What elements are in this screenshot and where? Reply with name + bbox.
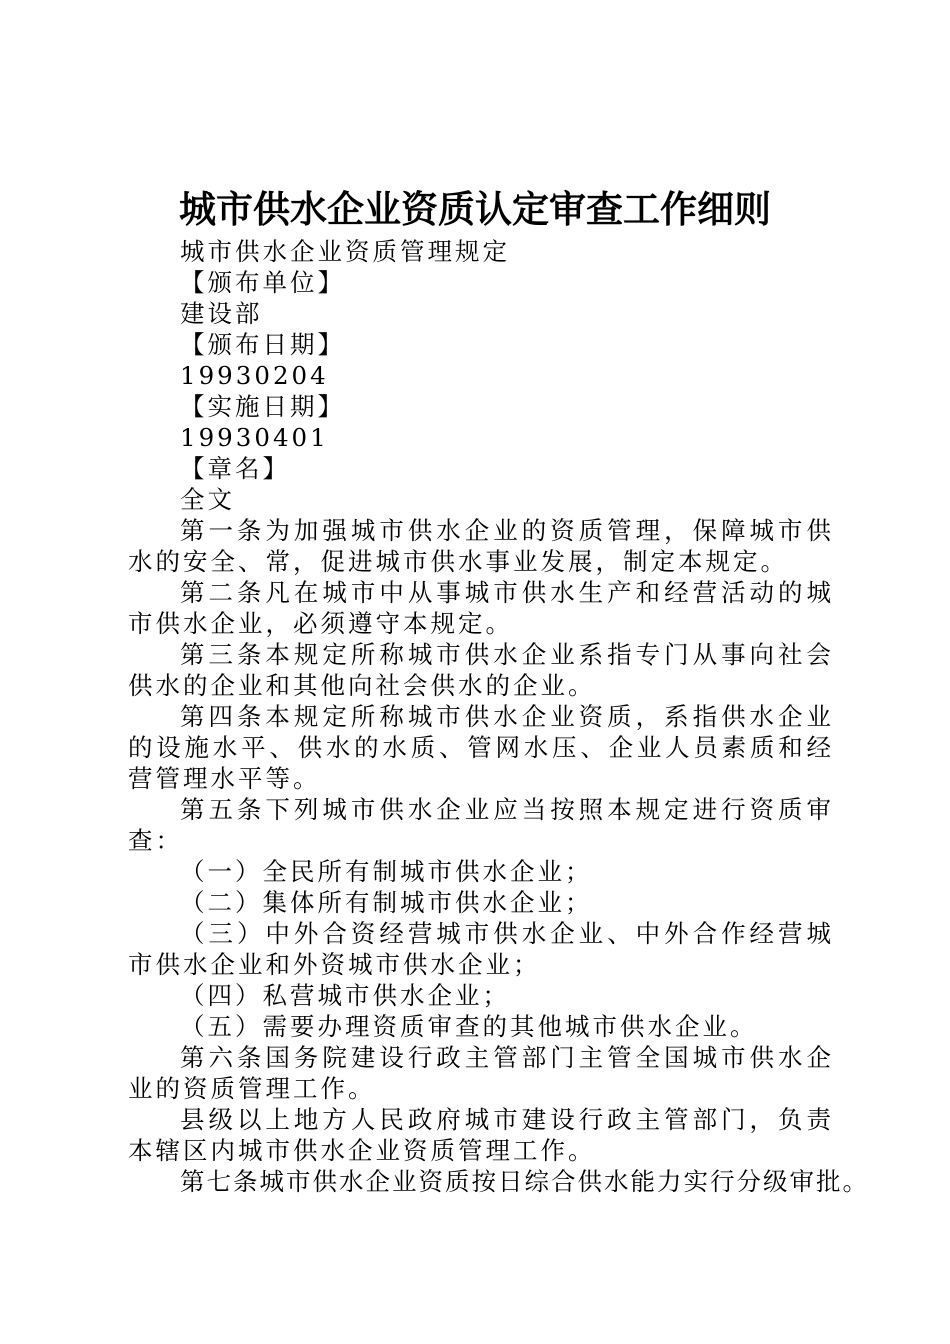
effective-date-value: 19930401: [180, 423, 329, 452]
article-3: 第三条本规定所称城市供水企业系指专门从事向社会供水的企业和其他向社会供水的企业。: [128, 640, 834, 700]
issue-date-label: 【颁布日期】: [180, 330, 345, 359]
article-6: 第六条国务院建设行政主管部门主管全国城市供水企业的资质管理工作。: [128, 1043, 834, 1103]
article-5-item-4: （四）私营城市供水企业；: [180, 981, 510, 1010]
article-5-item-3: （三）中外合资经营城市供水企业、中外合作经营城市供水企业和外资城市供水企业；: [128, 919, 834, 979]
document-body: [128, 236, 869, 1197]
issuing-unit-label: 【颁布单位】: [180, 268, 345, 297]
issuing-unit-value: 建设部: [180, 299, 263, 328]
regulation-name: 城市供水企业资质管理规定: [180, 237, 510, 266]
effective-date-label: 【实施日期】: [180, 392, 345, 421]
article-5-item-5: （五）需要办理资质审查的其他城市供水企业。: [180, 1012, 758, 1041]
article-5: 第五条下列城市供水企业应当按照本规定进行资质审查：: [128, 795, 834, 855]
article-4: 第四条本规定所称城市供水企业资质，系指供水企业的设施水平、供水的水质、管网水压、企业人员素质和经营管理水平等。: [128, 702, 834, 793]
chapter-value: 全文: [180, 485, 235, 514]
issue-date-value: 19930204: [180, 361, 329, 390]
article-7: 第七条城市供水企业资质按日综合供水能力实行分级审批。: [180, 1167, 869, 1196]
article-1: 第一条为加强城市供水企业的资质管理，保障城市供水的安全、常，促进城市供水事业发展，制定本规定。: [128, 516, 834, 576]
article-5-item-2: （二）集体所有制城市供水企业；: [180, 888, 593, 917]
article-6-clause-2: 县级以上地方人民政府城市建设行政主管部门，负责本辖区内城市供水企业资质管理工作。: [128, 1105, 834, 1165]
article-2: 第二条凡在城市中从事城市供水生产和经营活动的城市供水企业，必须遵守本规定。: [128, 578, 834, 638]
document-title: 城市供水企业资质认定审查工作细则: [179, 187, 771, 231]
chapter-label: 【章名】: [180, 454, 290, 483]
article-5-item-1: （一）全民所有制城市供水企业；: [180, 857, 593, 886]
